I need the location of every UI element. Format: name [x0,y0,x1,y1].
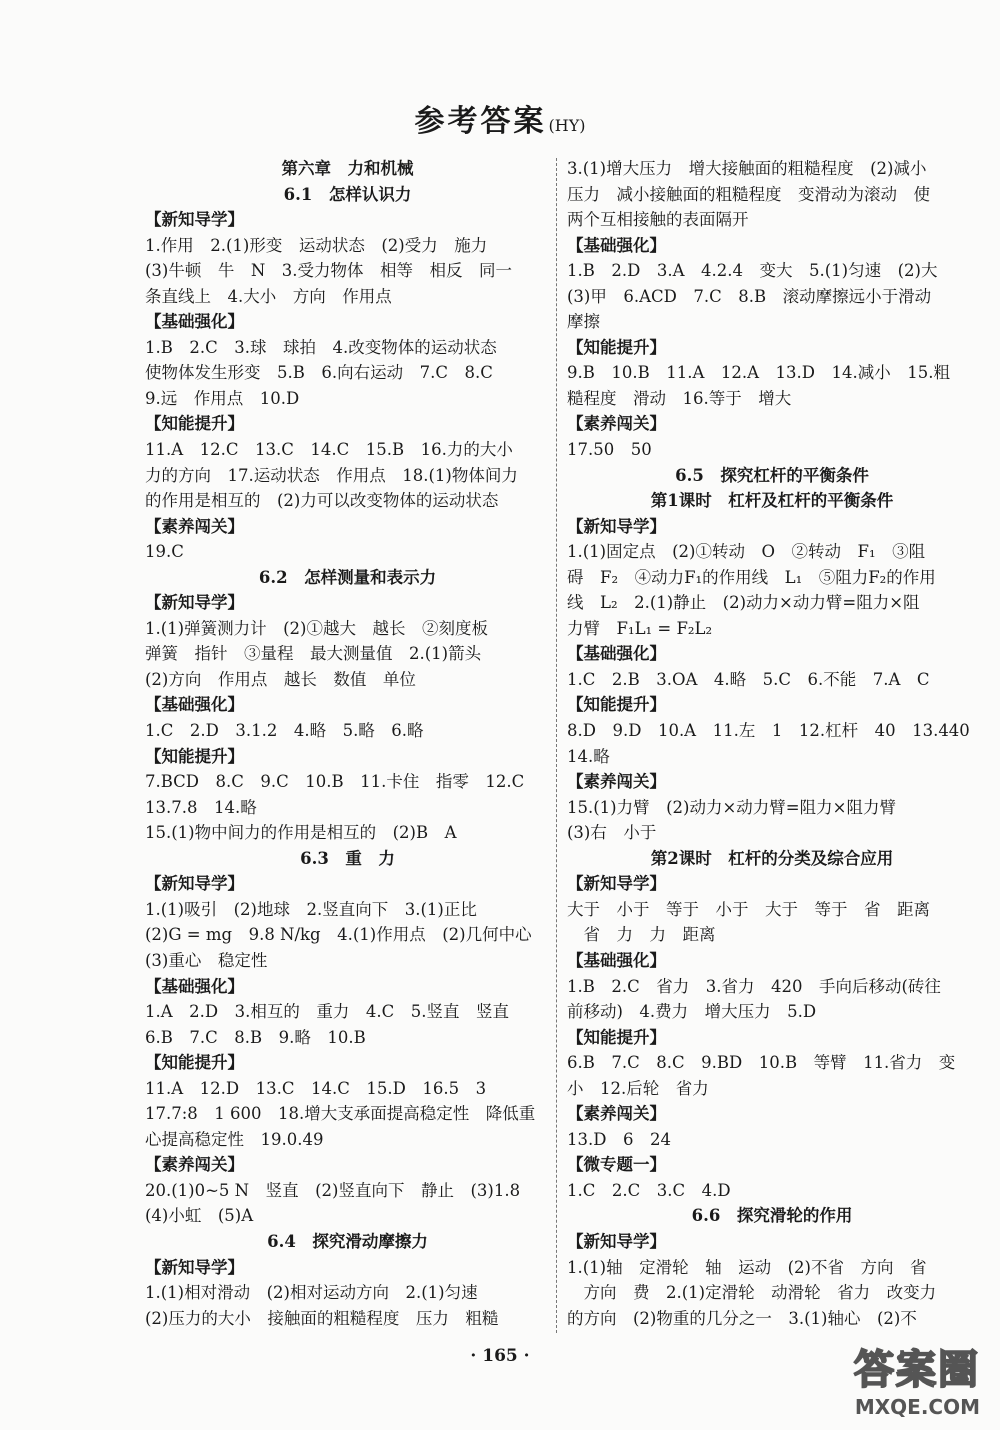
answer-line: 1.(1)轴 定滑轮 轴 运动 (2)不省 方向 省 [567,1257,927,1277]
section-heading: 第1课时 杠杆及杠杆的平衡条件 [650,491,894,511]
answer-line: (3)甲 6.ACD 7.C 8.B 滚动摩擦远小于滑动 [567,286,932,306]
answer-line: 大于 小于 等于 小于 大于 等于 省 距离 [567,899,930,919]
answer-line: 17.50 50 [567,440,652,460]
answer-line: 9.B 10.B 11.A 12.A 13.D 14.减小 15.粗 [567,363,950,383]
subsection-label: 【基础强化】 [567,644,666,664]
subsection-label: 【素养闯关】 [567,414,666,434]
subsection-label: 【素养闯关】 [567,772,666,792]
answer-line: 摩擦 [567,312,600,332]
watermark-url: MXQE.COM [854,1395,980,1419]
answer-line: 线 L₂ 2.(1)静止 (2)动力×动力臂=阻力×阻 [567,593,920,613]
section-heading: 第六章 力和机械 [281,159,414,178]
answer-line: 11.A 12.D 13.C 14.C 15.D 16.5 3 [145,1078,487,1098]
section-heading: 6.3 重 力 [300,848,395,868]
answer-line: 19.C [145,542,184,562]
answer-line: 6.B 7.C 8.B 9.略 10.B [145,1027,366,1047]
answer-line: 20.(1)0~5 N 竖直 (2)竖直向下 静止 (3)1.8 [145,1180,521,1200]
answer-line: 9.远 作用点 10.D [145,388,300,408]
answer-line: 8.D 9.D 10.A 11.左 1 12.杠杆 40 13.440 [567,721,970,741]
subsection-label: 【知能提升】 [567,1027,666,1047]
subsection-label: 【新知导学】 [567,516,666,536]
answer-line: 力的方向 17.运动状态 作用点 18.(1)物体间力 [145,465,518,485]
answer-line: 心提高稳定性 19.0.49 [145,1129,324,1149]
answer-line: 方向 费 2.(1)定滑轮 动滑轮 省力 改变力 [567,1283,937,1303]
answer-line: 6.B 7.C 8.C 9.BD 10.B 等臂 11.省力 变 [567,1053,956,1073]
answer-line: 1.(1)固定点 (2)①转动 O ②转动 F₁ ③阻 [567,542,926,562]
subsection-label: 【新知导学】 [145,593,244,613]
answer-line: 的作用是相互的 (2)力可以改变物体的运动状态 [145,491,499,511]
answer-line: (3)重心 稳定性 [145,950,268,970]
answer-line: 压力 减小接触面的粗糙程度 变滑动为滚动 使 [567,184,930,204]
subsection-label: 【基础强化】 [145,695,244,715]
section-heading: 6.6 探究滑轮的作用 [691,1206,853,1226]
answer-line: 13.7.8 14.略 [145,797,257,817]
section-heading: 6.5 探究杠杆的平衡条件 [675,465,869,485]
answer-line: 1.(1)吸引 (2)地球 2.竖直向下 3.(1)正比 [145,899,477,919]
subsection-label: 【素养闯关】 [567,1104,666,1124]
subsection-label: 【基础强化】 [567,235,666,255]
subsection-label: 【素养闯关】 [145,1155,244,1175]
subsection-label: 【新知导学】 [567,874,666,894]
answer-line: 1.C 2.C 3.C 4.D [567,1180,731,1200]
left-column [145,156,550,1331]
subsection-label: 【知能提升】 [145,1053,244,1073]
answer-line: 条直线上 4.大小 方向 作用点 [145,286,392,306]
answer-line: 1.B 2.D 3.A 4.2.4 变大 5.(1)匀速 (2)大 [567,261,938,281]
answer-line: 3.(1)增大压力 增大接触面的粗糙程度 (2)减小 [567,159,927,178]
subsection-label: 【微专题一】 [567,1155,666,1175]
title-suffix: (HY) [548,116,586,135]
answer-line: 力臂 F₁L₁ = F₂L₂ [567,618,713,638]
answer-line: 7.BCD 8.C 9.C 10.B 11.卡住 指零 12.C [145,772,525,792]
subsection-label: 【基础强化】 [145,312,244,332]
answer-line: 省 力 力 距离 [567,925,716,945]
subsection-label: 【新知导学】 [145,874,244,894]
column-divider [556,158,557,1333]
subsection-label: 【基础强化】 [567,950,666,970]
answer-line: 前移动) 4.费力 增大压力 5.D [567,1002,817,1022]
answer-line: 15.(1)物中间力的作用是相互的 (2)B A [145,823,457,843]
answer-line: (3)右 小于 [567,823,657,843]
section-heading: 6.1 怎样认识力 [283,184,412,204]
answer-line: 1.C 2.D 3.1.2 4.略 5.略 6.略 [145,721,424,741]
answer-line: 1.(1)弹簧测力计 (2)①越大 越长 ②刻度板 [145,618,488,638]
answer-line: 11.A 12.C 13.C 14.C 15.B 16.力的大小 [145,440,513,460]
answer-line: 弹簧 指针 ③量程 最大测量值 2.(1)箭头 [145,644,482,664]
answer-line: 1.A 2.D 3.相互的 重力 4.C 5.竖直 竖直 [145,1002,509,1022]
answer-line: (3)牛顿 牛 N 3.受力物体 相等 相反 同一 [145,261,513,281]
subsection-label: 【知能提升】 [145,746,244,766]
subsection-label: 【知能提升】 [567,695,666,715]
answer-line: (2)压力的大小 接触面的粗糙程度 压力 粗糙 [145,1308,499,1328]
answer-line: (4)小虹 (5)A [145,1206,254,1226]
answer-line: 使物体发生形变 5.B 6.向右运动 7.C 8.C [145,363,493,383]
right-column [567,156,977,1331]
answer-line: 的方向 (2)物重的几分之一 3.(1)轴心 (2)不 [567,1308,917,1328]
section-heading: 6.2 怎样测量和表示力 [258,567,437,587]
section-heading: 第2课时 杠杆的分类及综合应用 [650,848,894,868]
answer-line: 13.D 6 24 [567,1129,671,1149]
answer-line: 小 12.后轮 省力 [567,1078,709,1098]
answer-line: 15.(1)力臂 (2)动力×动力臂=阻力×阻力臂 [567,797,896,817]
watermark [810,1338,980,1418]
answer-line: 1.B 2.C 省力 3.省力 420 手向后移动(砖往 [567,976,941,996]
subsection-label: 【新知导学】 [567,1231,666,1251]
subsection-label: 【知能提升】 [567,337,666,357]
watermark-logo: 答案圈 [854,1347,980,1393]
page-title [0,96,1000,140]
title-text: 参考答案 [414,104,547,139]
subsection-label: 【基础强化】 [145,976,244,996]
answer-line: 1.B 2.C 3.球 球拍 4.改变物体的运动状态 [145,337,497,357]
answer-line: 两个互相接触的表面隔开 [567,210,749,230]
subsection-label: 【新知导学】 [145,1257,244,1277]
answer-line: 1.C 2.B 3.OA 4.略 5.C 6.不能 7.A C [567,669,930,689]
answer-line: 1.(1)相对滑动 (2)相对运动方向 2.(1)匀速 [145,1283,478,1303]
answer-line: 糙程度 滑动 16.等于 增大 [567,388,792,408]
answer-line: 14.略 [567,746,610,766]
answer-line: 1.作用 2.(1)形变 运动状态 (2)受力 施力 [145,235,488,255]
section-heading: 6.4 探究滑动摩擦力 [267,1231,428,1251]
answer-line: 碍 F₂ ④动力F₁的作用线 L₁ ⑤阻力F₂的作用 [567,567,936,587]
subsection-label: 【新知导学】 [145,210,244,230]
answer-line: (2)G = mg 9.8 N/kg 4.(1)作用点 (2)几何中心 [145,925,532,945]
answer-line: 17.7:8 1 600 18.增大支承面提高稳定性 降低重 [145,1104,536,1124]
subsection-label: 【素养闯关】 [145,516,244,536]
subsection-label: 【知能提升】 [145,414,244,434]
answer-line: (2)方向 作用点 越长 数值 单位 [145,669,416,689]
page-number: · 165 · [470,1346,530,1366]
